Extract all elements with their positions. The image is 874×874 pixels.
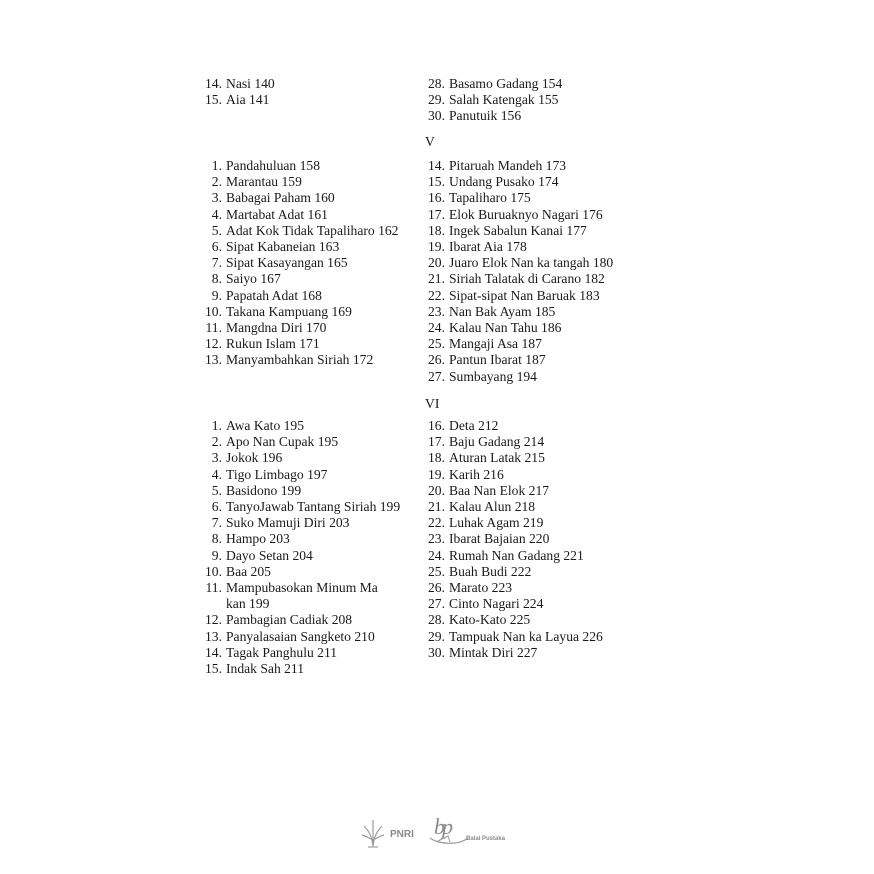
toc-entry-title: Juaro Elok Nan ka tangah 180 [449,255,614,271]
toc-entry-number: 4. [211,466,222,482]
toc-entry-number: 22. [428,287,445,303]
toc-entry-title: Deta 212 [449,418,499,433]
toc-entry-number: 28. [428,612,445,628]
toc-entry-number: 21. [428,271,445,287]
toc-entry-number: 10. [205,563,222,579]
toc-entry-number: 24. [428,320,445,335]
toc-entry-title: Sipat Kasayangan 165 [226,255,348,271]
toc-entry-title: Ingek Sabalun Kanai 177 [449,222,587,238]
toc-entry-title: Tigo Limbago 197 [226,466,328,482]
toc-entry-number: 6. [211,239,222,254]
publisher-label: Balai Pustaka [466,836,506,842]
toc-entry-number: 14. [205,76,222,91]
toc-entry-number: 12. [205,612,222,628]
toc-entry-title: Mangaji Asa 187 [449,336,542,352]
toc-entry-title: Marantau 159 [226,174,302,190]
pnri-label: PNRI [390,829,414,840]
pnri-leaf-icon [360,816,386,848]
toc-entry-title: Mangdna Diri 170 [226,320,327,335]
toc-entry-number: 1. [211,418,222,433]
toc-entry-title: Cinto Nagari 224 [449,596,544,612]
footer-logos [360,812,560,852]
toc-entry-number: 16. [428,418,445,433]
toc-entry-title: Takana Kampuang 169 [226,303,352,319]
toc-entry-title: Kato-Kato 225 [449,612,531,628]
toc-entry-number: 3. [211,190,222,206]
toc-entry-title: Baa Nan Elok 217 [449,482,550,498]
toc-entry-number: 15. [205,92,222,108]
toc-entry-number: 16. [428,190,445,206]
toc-entry-title: Apo Nan Cupak 195 [226,434,339,450]
toc-entry-number: 29. [428,628,445,644]
toc-entry-number: 11. [205,580,222,595]
toc-entry-title: Baju Gadang 214 [449,434,545,450]
toc-entry-number: 19. [428,466,445,482]
toc-entry-title: Mintak Diri 227 [449,644,538,660]
balai-pustaka-ship-icon [428,834,470,848]
toc-entry-title: Rukun Islam 171 [226,336,320,352]
toc-entry-title: Babagai Paham 160 [226,190,335,206]
toc-entry-title: Kalau Alun 218 [449,499,536,514]
toc-entry-title: Nan Bak Ayam 185 [449,303,556,319]
toc-entry-number: 14. [205,644,222,660]
toc-entry-number: 4. [211,206,222,222]
section-heading-v: V [425,134,435,149]
toc-entry-number: 30. [428,644,445,660]
toc-entry-number: 18. [428,222,445,238]
toc-entry-title: Tampuak Nan ka Layua 226 [449,628,603,644]
toc-entry-title: Buah Budi 222 [449,563,532,579]
toc-entry-number: 28. [428,76,445,91]
toc-entry-number: 29. [428,92,445,108]
toc-entry-title: kan 199 [226,596,270,612]
toc-entry-title: Ibarat Bajaian 220 [449,531,550,547]
toc-entry-title: Suko Mamuji Diri 203 [226,515,350,531]
toc-entry-title: Saiyo 167 [226,271,281,287]
toc-entry-title: Dayo Setan 204 [226,547,313,563]
toc-entry-number: 5. [211,482,222,498]
toc-entry-number: 30. [428,108,445,124]
toc-entry-number: 12. [205,336,222,352]
toc-entry-number: 26. [428,352,445,368]
toc-entry-title: Manyambahkan Siriah 172 [226,352,374,368]
toc-entry-title: Hampo 203 [226,531,290,547]
toc-entry-number: 9. [211,287,222,303]
balai-pustaka-bp-mark: bp [434,814,450,839]
toc-entry-number: 13. [205,352,222,368]
toc-entry-number: 22. [428,515,445,531]
toc-entry-number: 25. [428,563,445,579]
toc-entry-title: Luhak Agam 219 [449,515,544,531]
toc-entry-title: Elok Buruaknyo Nagari 176 [449,206,603,222]
toc-entry-title: Pambagian Cadiak 208 [226,612,353,628]
toc-entry-number: 2. [211,174,222,190]
toc-entry-title: Sipat-sipat Nan Baruak 183 [449,287,600,303]
section-heading-vi: VI [425,396,440,411]
toc-entry-title: Awa Kato 195 [226,418,305,433]
toc-entry-number: 10. [205,303,222,319]
toc-entry-title: Nasi 140 [226,76,275,91]
toc-entry-title: Sumbayang 194 [449,368,537,384]
toc-entry-title: Undang Pusako 174 [449,174,559,190]
toc-entry-title: Jokok 196 [226,450,283,466]
toc-entry-number: 6. [211,499,222,514]
toc-entry-title: Kalau Nan Tahu 186 [449,320,562,335]
toc-entry-title: Ibarat Aia 178 [449,239,527,254]
toc-entry-title: TanyoJawab Tantang Siriah 199 [226,499,401,514]
toc-entry-number: 20. [428,482,445,498]
toc-entry-title: Aturan Latak 215 [449,450,545,466]
toc-entry-number: 20. [428,255,445,271]
toc-entry-title: Pantun Ibarat 187 [449,352,546,368]
toc-entry-number: 18. [428,450,445,466]
toc-entry-title: Rumah Nan Gadang 221 [449,547,584,563]
toc-entry-title: Sipat Kabaneian 163 [226,239,340,254]
toc-entry-number: 27. [428,368,445,384]
toc-entry-number: 23. [428,303,445,319]
toc-entry-number: 9. [211,547,222,563]
toc-entry-number: 17. [428,206,445,222]
toc-entry-number: 11. [205,320,222,335]
toc-entry-title: Pitaruah Mandeh 173 [449,158,567,173]
toc-entry-number: 21. [428,499,445,514]
toc-entry-title: Tapaliharo 175 [449,190,531,206]
toc-entry-number: 8. [211,531,222,547]
toc-entry-title: Basidono 199 [226,482,302,498]
toc-entry-title: Salah Katengak 155 [449,92,559,108]
toc-entry-number: 8. [211,271,222,287]
toc-entry-number: 14. [428,158,445,173]
toc-entry-number: 1. [211,158,222,173]
toc-entry-number: 27. [428,596,445,612]
toc-entry-number: 2. [211,434,222,450]
toc-entry-title: Basamo Gadang 154 [449,76,563,91]
toc-entry-title: Panyalasaian Sangketo 210 [226,628,375,644]
toc-entry-title: Adat Kok Tidak Tapaliharo 162 [226,222,399,238]
toc-entry-number: 17. [428,434,445,450]
toc-entry-title: Panutuik 156 [449,108,522,124]
toc-entry-title: Martabat Adat 161 [226,206,328,222]
toc-entry-title: Papatah Adat 168 [226,287,322,303]
toc-entry-number: 7. [211,515,222,531]
toc-entry-number: 25. [428,336,445,352]
toc-entry-number: 13. [205,628,222,644]
toc-entry-number: 19. [428,239,445,254]
toc-entry-title: Siriah Talatak di Carano 182 [449,271,605,287]
toc-entry-number: 15. [205,661,222,676]
toc-entry-number: 7. [211,255,222,271]
toc-entry-number: 3. [211,450,222,466]
toc-entry-number: 15. [428,174,445,190]
toc-entry-title: Marato 223 [449,580,513,595]
toc-entry-title: Baa 205 [226,563,271,579]
toc-entry-number: 23. [428,531,445,547]
toc-entry-title: Tagak Panghulu 211 [226,644,338,660]
toc-entry-title: Indak Sah 211 [226,661,305,676]
toc-entry-number: 5. [211,222,222,238]
toc-entry-number: 24. [428,547,445,563]
toc-entry-number: 26. [428,580,445,595]
toc-entry-title: Mampubasokan Minum Ma [226,580,378,595]
toc-entry-title: Karih 216 [449,466,504,482]
toc-entry-title: Pandahuluan 158 [226,158,321,173]
toc-entry-title: Aia 141 [226,92,270,108]
